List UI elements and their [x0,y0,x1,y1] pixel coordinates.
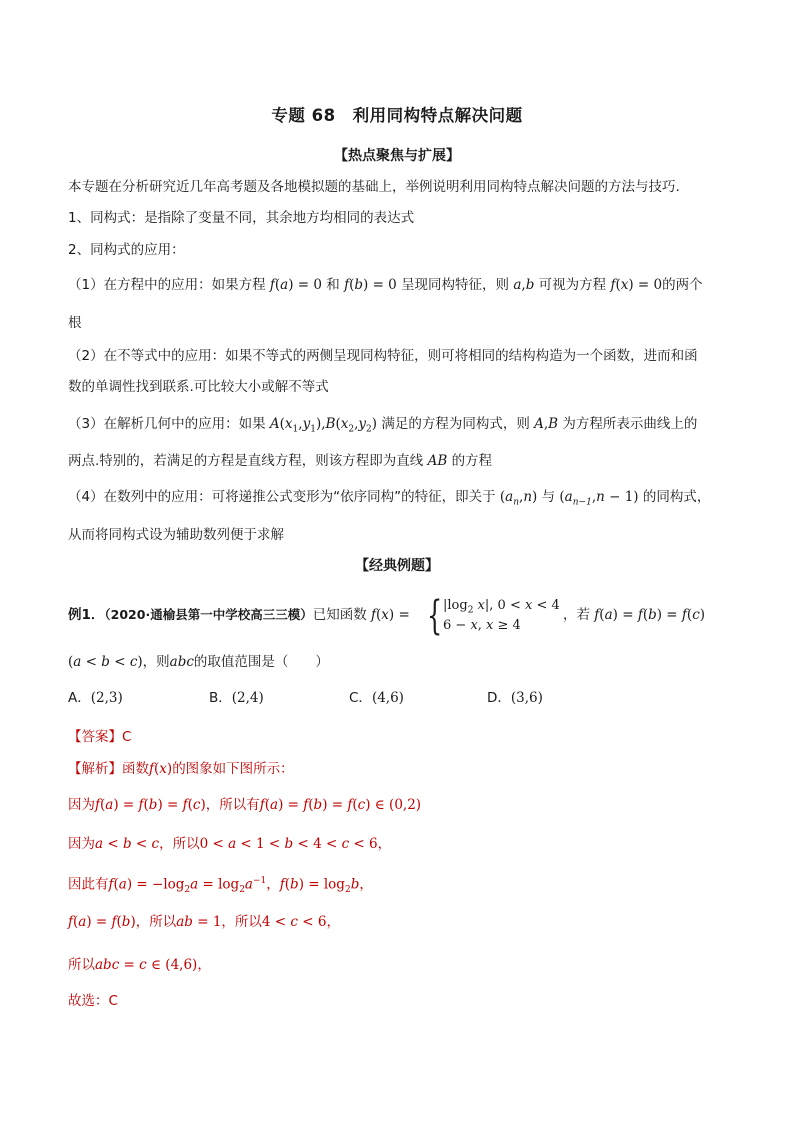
option-b-value: (2,4) [231,690,264,706]
application-2: （2）在不等式中的应用：如果不等式的两侧呈现同构特征，则可将相同的结构构造为一个函数，进而和函 [68,348,698,364]
option-b: B．(2,4) [209,690,264,706]
app3-text-c: 为方程所表示曲线上的 [562,416,698,432]
analysis-text-b: 的图象如下图所示： [172,761,294,777]
app3-line2-a: 两点.特别的，若满足的方程是直线方程，则该方程即为直线 [68,453,424,469]
solution-line-3: 因此有$f(a) = -\log_2a = \log_2a^{-1}$，$f(b) = \log_2b$， [68,876,373,896]
example-line2-c: 的取值范围是（ ） [193,654,329,670]
example-1-line2: (a < b < c)，则abc的取值范围是（ ） [68,654,329,670]
analysis-line: 【解析】函数f(x)的图象如下图所示： [68,761,294,777]
solution-line-4: f(a) = f(b)，所以ab = 1，所以4 < c < 6， [68,914,340,930]
option-d: D．(3,6) [487,690,543,706]
example-line2-b: ，则 [142,654,170,670]
application-2-cont: 数的单调性找到联系.可比较大小或解不等式 [68,379,329,395]
example-text-a: 已知函数 [312,607,367,623]
application-1: （1）在方程中的应用：如果方程 f(a) = 0 和 f(b) = 0 呈现同构特征，则 a,b 可视为方程 f(x) = 0的两个 [68,277,703,293]
solution-line-2: 因为a < b < c，所以0 < a < 1 < b < 4 < c < 6， [68,836,392,852]
section-heading-examples: 【经典例题】 [355,558,439,574]
application-heading: 2、同构式的应用： [68,242,185,258]
page-title: 专题 68 利用同构特点解决问题 [271,106,523,125]
piece-2: 6 − x, x ≥ 4 [443,618,521,633]
app1-text-d: 可视为方程 [538,277,607,293]
app4-text-c: 的同构式， [642,489,711,505]
app3-text-b: 满足的方程为同构式，则 [381,416,530,432]
answer-line [68,727,131,747]
brace-symbol: { [427,593,443,639]
intro-paragraph: 本专题在分析研究近几年高考题及各地模拟题的基础上，举例说明利用同构特点解决问题的方法与技巧. [68,179,680,195]
app3-text-a: （3）在解析几何中的应用：如果 [68,416,266,432]
option-a: A．(2,3) [68,690,123,706]
option-d-value: (3,6) [510,690,543,706]
answer-value: C [122,729,132,745]
definition-line: 1、同构式：是指除了变量不同，其余地方均相同的表达式 [68,210,415,226]
math-fa-eq-0: f [269,277,275,293]
example-text-b: ，若 [563,607,590,623]
example-1-condition: ，若 f(a) = f(b) = f(c) [563,607,706,623]
example-1-line1: 例1．（2020·通榆县第一中学校高三三模）已知函数 f(x) = [68,607,410,623]
piece-1: $|\log_2$ x|, 0 < x < 4 [443,598,560,616]
app3-line2-b: 的方程 [451,453,493,469]
application-4: （4）在数列中的应用：可将递推公式变形为“依序同构”的特征，即关于 $(a_n,n)$ 与 $(a_{n-1},n - 1)$ 的同构式， [68,489,711,508]
solution-line-6: 故选：C [68,993,118,1009]
option-c-value: (4,6) [371,690,404,706]
app4-text-b: 与 [541,489,556,505]
app1-text-a: （1）在方程中的应用：如果方程 [68,277,266,293]
example-source: （2020·通榆县第一中学校高三三模） [104,607,313,622]
application-4-cont: 从而将同构式设为辅助数列便于求解 [68,527,284,543]
app1-text-e: 的两个 [662,277,703,293]
answer-label: 【答案】 [68,729,122,745]
application-3: （3）在解析几何中的应用：如果 $A(x_1,y_1),B(x_2,y_2)$ 满足的方程为同构式，则 A,B 为方程所表示曲线上的 [68,416,698,435]
analysis-label: 【解析】 [68,761,122,777]
example-label: 例1． [68,607,105,623]
option-a-value: (2,3) [90,690,123,706]
section-heading-hotspot: 【热点聚焦与扩展】 [334,148,460,164]
piecewise-function [427,593,567,639]
analysis-text: 函数 [122,761,149,777]
app4-text-a: （4）在数列中的应用：可将递推公式变形为“依序同构”的特征，即关于 [68,489,496,505]
application-3-cont: 两点.特别的，若满足的方程是直线方程，则该方程即为直线 AB 的方程 [68,453,493,469]
option-c: C．(4,6) [349,690,404,706]
app1-text-b: 和 [326,277,340,293]
solution-line-5: 所以abc = c ∈ (4,6)， [68,957,211,973]
solution-line-1: 因为f(a) = f(b) = f(c)，所以有f(a) = f(b) = f(c) ∈ (0,2) [68,797,422,813]
app1-text-c: 呈现同构特征，则 [401,277,510,293]
application-1-cont: 根 [68,315,82,331]
